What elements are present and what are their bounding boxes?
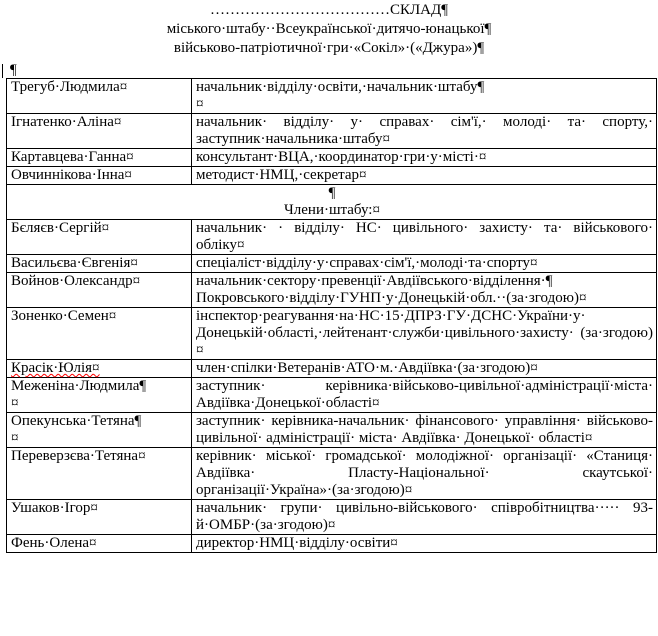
member-role: начальник·відділу·освіти,·начальник·штабу¶ ¤ xyxy=(196,79,485,112)
table-row xyxy=(7,149,657,167)
member-name: Переверзєва·Тетяна¤ xyxy=(11,448,146,464)
table-row xyxy=(7,220,657,255)
header-title: ………………………………СКЛАД¶ xyxy=(209,2,449,18)
member-role: начальник·сектору·превенції·Авдіївського·відділення·¶ Покровського·відділу·ГУНП·у·Донецькій·обл.··(за·згодою)¤ xyxy=(196,273,587,306)
member-role: начальник· · відділу· НС· цивільного· захисту· та· військового· обліку¤ xyxy=(196,220,653,253)
table-row xyxy=(7,535,657,553)
text-cursor-marker xyxy=(2,64,3,78)
member-name-cell xyxy=(7,308,192,360)
member-role: заступник· керівника-начальник· фінансового· управління· військово-цивільної· адміністрації· міста· Авдіївка· Донецької· області¤ xyxy=(196,413,653,446)
paragraph-mark: ¶ xyxy=(10,62,17,78)
member-role-cell xyxy=(192,220,657,255)
member-name-cell xyxy=(7,255,192,273)
member-role-cell xyxy=(192,378,657,413)
section-pilcrow: ¶ xyxy=(328,185,336,201)
member-role: начальник· групи· цивільно-військового· співробітництва····· 93-й·ОМБР·(за·згодою)¤ xyxy=(196,500,653,533)
member-role-cell xyxy=(192,114,657,149)
member-role-cell xyxy=(192,535,657,553)
member-name: Васильєва·Євгенія¤ xyxy=(11,255,138,271)
table-row xyxy=(7,167,657,185)
member-role-cell xyxy=(192,79,657,114)
member-role-cell xyxy=(192,273,657,308)
section-header-row xyxy=(7,185,657,220)
member-role-cell xyxy=(192,448,657,500)
member-name: Войнов·Олександр¤ xyxy=(11,273,141,289)
member-name-cell xyxy=(7,448,192,500)
member-name-cell xyxy=(7,220,192,255)
member-role: спеціаліст·відділу·у·справах·сім'ї,·молоді·та·спорту¤ xyxy=(196,255,538,271)
section-header-cell xyxy=(7,185,657,220)
member-name: Овчиннікова·Інна¤ xyxy=(11,167,132,183)
member-name: Опекунська·Тетяна¶ ¤ xyxy=(11,413,142,446)
member-role: заступник· керівника·військово-цивільної·адміністрації·міста· Авдіївка·Донецької·області¤ xyxy=(196,378,653,411)
member-name-cell xyxy=(7,79,192,114)
table-row xyxy=(7,448,657,500)
member-name-cell xyxy=(7,114,192,149)
member-name-cell xyxy=(7,149,192,167)
member-role: член·спілки·Ветеранів·АТО·м.·Авдіївка·(за·згодою)¤ xyxy=(196,360,538,376)
member-name: Красік·Юлія¤ xyxy=(11,360,100,376)
member-role: інспектор·реагування·на·НС·15·ДПРЗ·ГУ·ДСНС·України·у· Донецькій·області,·лейтенант·служби·цивільного·захисту· (за·згодою)¤ xyxy=(196,308,653,358)
member-name-cell xyxy=(7,360,192,378)
leadership-rows xyxy=(7,79,657,185)
member-role-cell xyxy=(192,308,657,360)
member-role: методист·НМЦ,·секретар¤ xyxy=(196,167,367,183)
table-row xyxy=(7,255,657,273)
member-role: директор·НМЦ·відділу·освіти¤ xyxy=(196,535,398,551)
table-row xyxy=(7,413,657,448)
table-row xyxy=(7,273,657,308)
member-name-cell xyxy=(7,273,192,308)
table-row xyxy=(7,308,657,360)
document-header xyxy=(0,0,658,58)
table-row xyxy=(7,500,657,535)
member-name-cell xyxy=(7,500,192,535)
member-role: керівник· міської· громадської· молодіжної· організації· «Станиця· Авдіївка· Пласту-Національної· скаутської· організації·Україна»·(за·згодою)¤ xyxy=(196,448,653,498)
section-title: Члени·штабу:¤ xyxy=(284,202,380,218)
member-role-cell xyxy=(192,413,657,448)
table-row xyxy=(7,79,657,114)
table-row xyxy=(7,360,657,378)
member-role-cell xyxy=(192,360,657,378)
member-name-cell xyxy=(7,535,192,553)
member-rows xyxy=(7,220,657,553)
member-name-cell xyxy=(7,378,192,413)
member-name: Трегуб·Людмила¤ xyxy=(11,79,128,95)
member-role-cell xyxy=(192,500,657,535)
member-name-cell xyxy=(7,167,192,185)
member-name: Зоненко·Семен¤ xyxy=(11,308,117,324)
member-name: Картавцева·Ганна¤ xyxy=(11,149,134,165)
table-row xyxy=(7,114,657,149)
member-name: Фень·Олена¤ xyxy=(11,535,97,551)
header-subtitle-line-1: міського·штабу··Всеукраїнської·дитячо-юнацької¶ xyxy=(166,21,492,37)
member-role-cell xyxy=(192,149,657,167)
member-name-cell xyxy=(7,413,192,448)
member-role: начальник· відділу· у· справах· сім'ї,· молоді· та· спорту,· заступник·начальника·штабу¤ xyxy=(196,114,653,147)
staff-roster-table xyxy=(6,78,657,553)
member-name: Меженіна·Людмила¶ ¤ xyxy=(11,378,147,411)
member-name: Ушаков·Ігор¤ xyxy=(11,500,98,516)
member-role-cell xyxy=(192,167,657,185)
member-role: консультант·ВЦА,·координатор·гри·у·місті·¤ xyxy=(196,149,487,165)
member-name: Ігнатенко·Аліна¤ xyxy=(11,114,122,130)
section-header-rows xyxy=(7,185,657,220)
member-role-cell xyxy=(192,255,657,273)
header-subtitle-line-2: військово-патріотичної·гри·«Сокіл»·(«Джура»)¶ xyxy=(173,40,485,56)
table-row xyxy=(7,378,657,413)
member-name: Бєляєв·Сергій¤ xyxy=(11,220,110,236)
